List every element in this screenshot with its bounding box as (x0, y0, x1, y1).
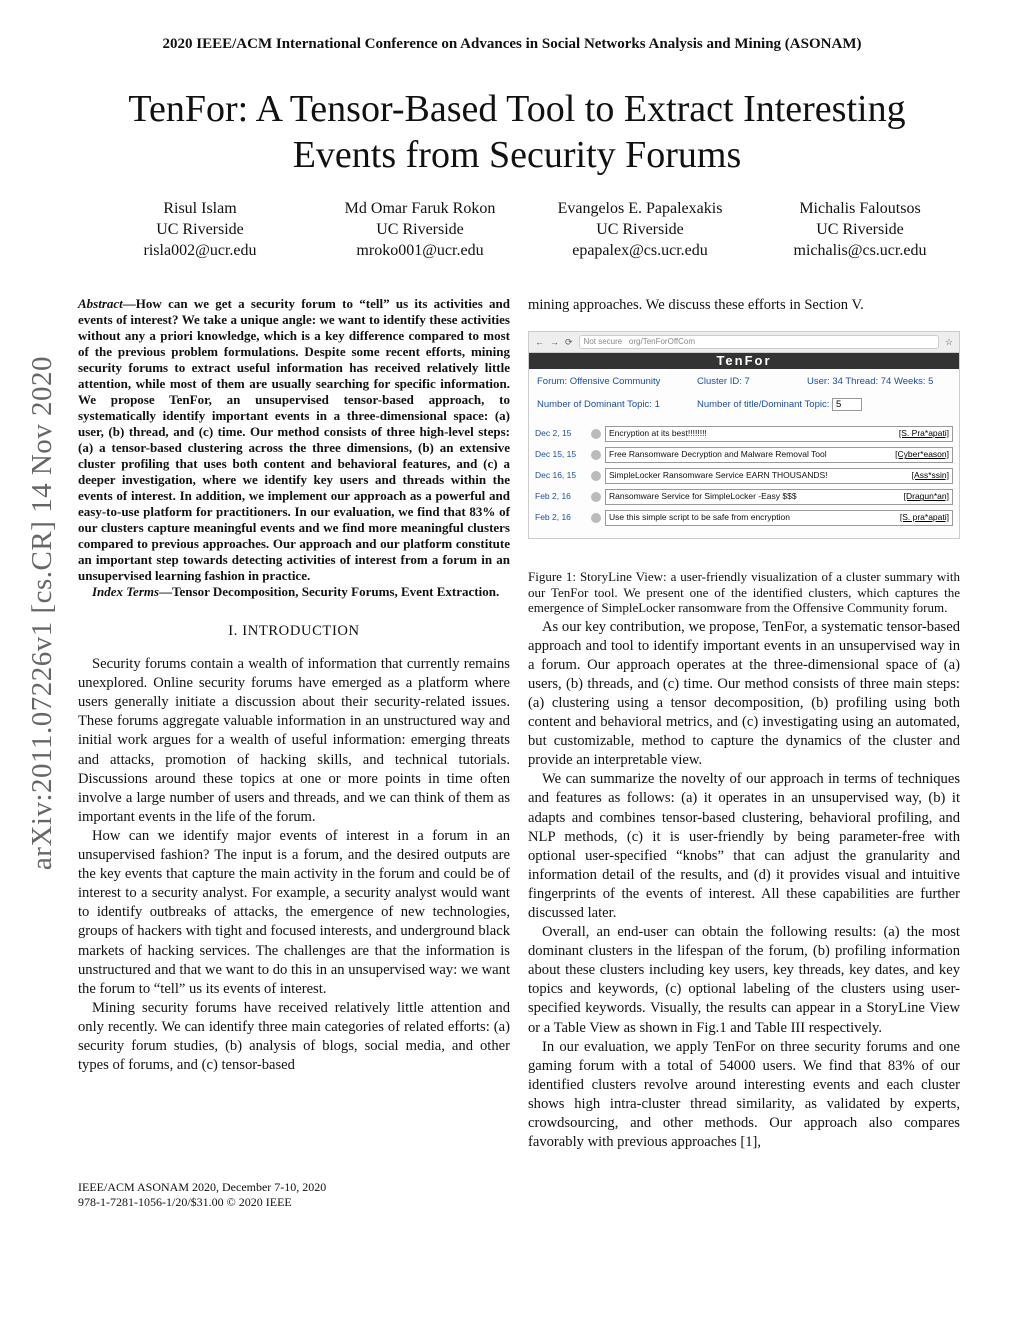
thread-user[interactable]: [Ass*ssin] (911, 470, 949, 481)
row-date: Dec 2, 15 (535, 428, 572, 439)
intro-paragraph: Mining security forums have received relatively little attention and only recently. We can identify three main categories of related efforts: (a) security forum studies, (b) analysis of blogs, social media, and other types of forums, and (c) tensor-based (78, 999, 510, 1074)
title-topic-input[interactable]: 5 (832, 398, 862, 411)
timeline-dot-icon (591, 429, 601, 439)
row-date: Dec 15, 15 (535, 449, 577, 460)
abstract-label: Abstract (78, 296, 123, 311)
author-block (100, 198, 300, 261)
author-name: Md Omar Faruk Rokon (344, 200, 496, 217)
figure-caption: Figure 1: StoryLine View: a user-friendly visualization of a cluster summary with our TenFor tool. We present one of the identified clusters, which captures the emergence of SimpleLocker ransomware from the Offensive Community forum. (528, 569, 960, 616)
cluster-id: Cluster ID: 7 (697, 376, 750, 388)
thread-user[interactable]: [S. pra*apati] (899, 512, 949, 523)
thread-title: SimpleLocker Ransomware Service EARN THOUSANDS! (609, 470, 828, 481)
author-affiliation: UC Riverside (816, 221, 904, 238)
thread-user[interactable]: [Cyber*eason] (895, 449, 949, 460)
url-path: org/TenForOffCom (628, 337, 696, 347)
row-date: Feb 2, 16 (535, 512, 571, 523)
author-block (320, 198, 520, 261)
row-date: Dec 16, 15 (535, 470, 577, 481)
author-email[interactable]: epapalex@cs.ucr.edu (572, 242, 708, 259)
browser-bar (529, 332, 959, 353)
user-thread-weeks: User: 34 Thread: 74 Weeks: 5 (807, 376, 934, 388)
title-topic-label: Number of title/Dominant Topic: 5 (697, 395, 957, 414)
author-block (540, 198, 740, 261)
forum-label: Forum: Offensive Community (537, 376, 661, 388)
star-icon[interactable]: ☆ (944, 336, 953, 347)
thread-title: Free Ransomware Decryption and Malware Removal Tool (609, 449, 827, 460)
figure-screenshot (528, 331, 960, 539)
author-email[interactable]: risla002@ucr.edu (143, 242, 257, 259)
author-affiliation: UC Riverside (156, 221, 244, 238)
thread-title: Use this simple script to be safe from encryption (609, 512, 790, 523)
left-column (78, 296, 510, 1075)
copyright-footer (78, 1180, 326, 1210)
url-security-label: Not secure (583, 337, 623, 347)
timeline-dot-icon (591, 492, 601, 502)
app-logo: TenFor (529, 353, 959, 369)
thread-box[interactable] (605, 468, 953, 484)
thread-title: Encryption at its best!!!!!!!! (609, 428, 707, 439)
storyline-row[interactable] (529, 486, 959, 507)
storyline-row[interactable] (529, 423, 959, 444)
abstract-text: —How can we get a security forum to “tell” us its activities and events of interest? We take a unique angle: we want to identify these activities without any a priori knowledge, which is a key difference compared to most of the previous problem formulations. Despite some recent efforts, mining security forums to extract useful information has received relatively little attention, while most of them are usually searching for specific information. We propose TenFor, an unsupervised tensor-based approach, to systematically identify important events in a three-dimensional space: (a) user, (b) thread, and (c) time. Our method consists of three high-level steps: (a) a tensor-based clustering across the three dimensions, (b) an extensive cluster profiling that uses both content and behavioral features, and (c) a deeper investigation, where we identify key users and threads within the events of interest. In addition, we implement our approach as a powerful and easy-to-use platform for practitioners. In our evaluation, we find that 83% of our clusters capture meaningful events and we find more meaningful clusters compared to previous approaches. Our approach and our platform constitute an important step towards detecting activities of interest from a forum in an unsupervised learning fashion in practice. (78, 296, 510, 583)
index-terms-text: —Tensor Decomposition, Security Forums, Event Extraction. (159, 584, 500, 599)
thread-box[interactable] (605, 426, 953, 442)
thread-title: Ransomware Service for SimpleLocker -Easy $$$ (609, 491, 797, 502)
row-date: Feb 2, 16 (535, 491, 571, 502)
right-column (528, 296, 960, 1152)
storyline-row[interactable] (529, 444, 959, 465)
footer-line: 978-1-7281-1056-1/20/$31.00 © 2020 IEEE (78, 1195, 292, 1209)
conference-header: 2020 IEEE/ACM International Conference on Advances in Social Networks Analysis and Mining (ASONAM) (162, 36, 862, 52)
timeline-dot-icon (591, 450, 601, 460)
body-paragraph: We can summarize the novelty of our approach in terms of techniques and features as follows: (a) it operates in an unsupervised way, (b) it adapts and combines tensor-based clustering, behavioral profiling, and NLP methods, (c) it is user-friendly by being parameter-free with optional user-specified “knobs” that can adjust the granularity and information detail of the results, and (d) it provides visual and intuitive fingerprints of the events of interest. All these capabilities are further discussed later. (528, 771, 960, 921)
thread-user[interactable]: [Dragun*an] (903, 491, 949, 502)
arxiv-watermark: arXiv:2011.07226v1 [cs.CR] 14 Nov 2020 (26, 355, 58, 871)
section-heading: I. INTRODUCTION (228, 623, 360, 639)
paper-title (60, 86, 974, 178)
author-affiliation: UC Riverside (596, 221, 684, 238)
url-bar[interactable] (579, 335, 939, 349)
footer-line: IEEE/ACM ASONAM 2020, December 7-10, 2020 (78, 1180, 327, 1194)
author-email[interactable]: michalis@cs.ucr.edu (793, 242, 927, 259)
author-list (100, 198, 960, 261)
title-line-2: Events from Security Forums (292, 134, 742, 176)
intro-paragraph: Security forums contain a wealth of information that currently remains unexplored. Online security forums have emerged as a platform where users generally initiate a discussion about their security-related issues. These forums aggregate valuable information in an unstructured way and initial work argues for a wealth of useful information: emerging threats and attacks, promotion of hacking skills, and technical tutorials. Discussions around these topics at one or more points in time often involve a large number of users and threads, and we can think of them as important events in the life of the forum. (78, 656, 510, 825)
cluster-summary (529, 369, 959, 417)
timeline-dot-icon (591, 471, 601, 481)
forward-arrow-icon[interactable]: → (550, 336, 559, 347)
storyline-row[interactable] (529, 465, 959, 486)
reload-icon[interactable]: ⟳ (565, 336, 573, 347)
author-affiliation: UC Riverside (376, 221, 464, 238)
author-name: Risul Islam (163, 200, 237, 217)
storyline (529, 423, 959, 528)
storyline-row[interactable] (529, 507, 959, 528)
dominant-topic-count: Number of Dominant Topic: 1 (537, 399, 660, 411)
author-email[interactable]: mroko001@ucr.edu (356, 242, 484, 259)
author-block (760, 198, 960, 261)
body-paragraph: In our evaluation, we apply TenFor on three security forums and one gaming forum with a total of 54000 users. We find that 83% of our identified clusters revolve around interesting events and each cluster shows high intra-cluster thread similarity, as validated by experts, crowdsourcing, and other methods. Our approach also compares favorably with previous approaches [1], (528, 1038, 960, 1151)
author-name: Michalis Faloutsos (799, 200, 921, 217)
index-terms-label: Index Terms (92, 584, 160, 599)
body-paragraph: As our key contribution, we propose, TenFor, a systematic tensor-based approach and tool to identify important events in an unsupervised way in a forum. Our approach operates at the three-dimensional space of (a) users, (b) threads, and (c) time. Our method consists of three main steps: (a) clustering using a tensor decomposition, (b) profiling using both content and behavioral metrics, and (c) investigating using an automated, but customizable, method to capture the dynamics of the cluster and provide an interpretable view. (528, 618, 960, 769)
title-line-1: TenFor: A Tensor-Based Tool to Extract Interesting (128, 88, 906, 130)
abstract (78, 296, 510, 600)
timeline-dot-icon (591, 513, 601, 523)
thread-box[interactable] (605, 447, 953, 463)
thread-box[interactable] (605, 510, 953, 526)
back-arrow-icon[interactable]: ← (535, 336, 544, 347)
right-first-line: mining approaches. We discuss these efforts in Section V. (528, 297, 864, 313)
body-paragraph: Overall, an end-user can obtain the following results: (a) the most dominant clusters in the lifespan of the forum, (b) profiling information about these clusters including key users, key threads, key dates, and key topics and keywords, (c) optional labeling of the clusters using user-specified keywords. Visually, the results can appear in a StoryLine View or a Table View as shown in Fig.1 and Table III respectively. (528, 924, 960, 1036)
thread-user[interactable]: [S. Pra*apati] (898, 428, 949, 439)
thread-box[interactable] (605, 489, 953, 505)
author-name: Evangelos E. Papalexakis (557, 200, 723, 217)
intro-paragraph: How can we identify major events of interest in a forum in an unsupervised fashion? The input is a forum, and the desired outputs are the key events that capture the main activity in the forum and could be of interest to a security analyst. For example, a security analyst would want to identify outbreaks of attacks, the emergence of new technologies, groups of hackers with tight and focused interests, and underground black markets of hacking services. The challenges are that the information is unstructured and that we want to do this in an unsupervised way: we want the forum to “tell” us its events of interest. (78, 827, 510, 997)
